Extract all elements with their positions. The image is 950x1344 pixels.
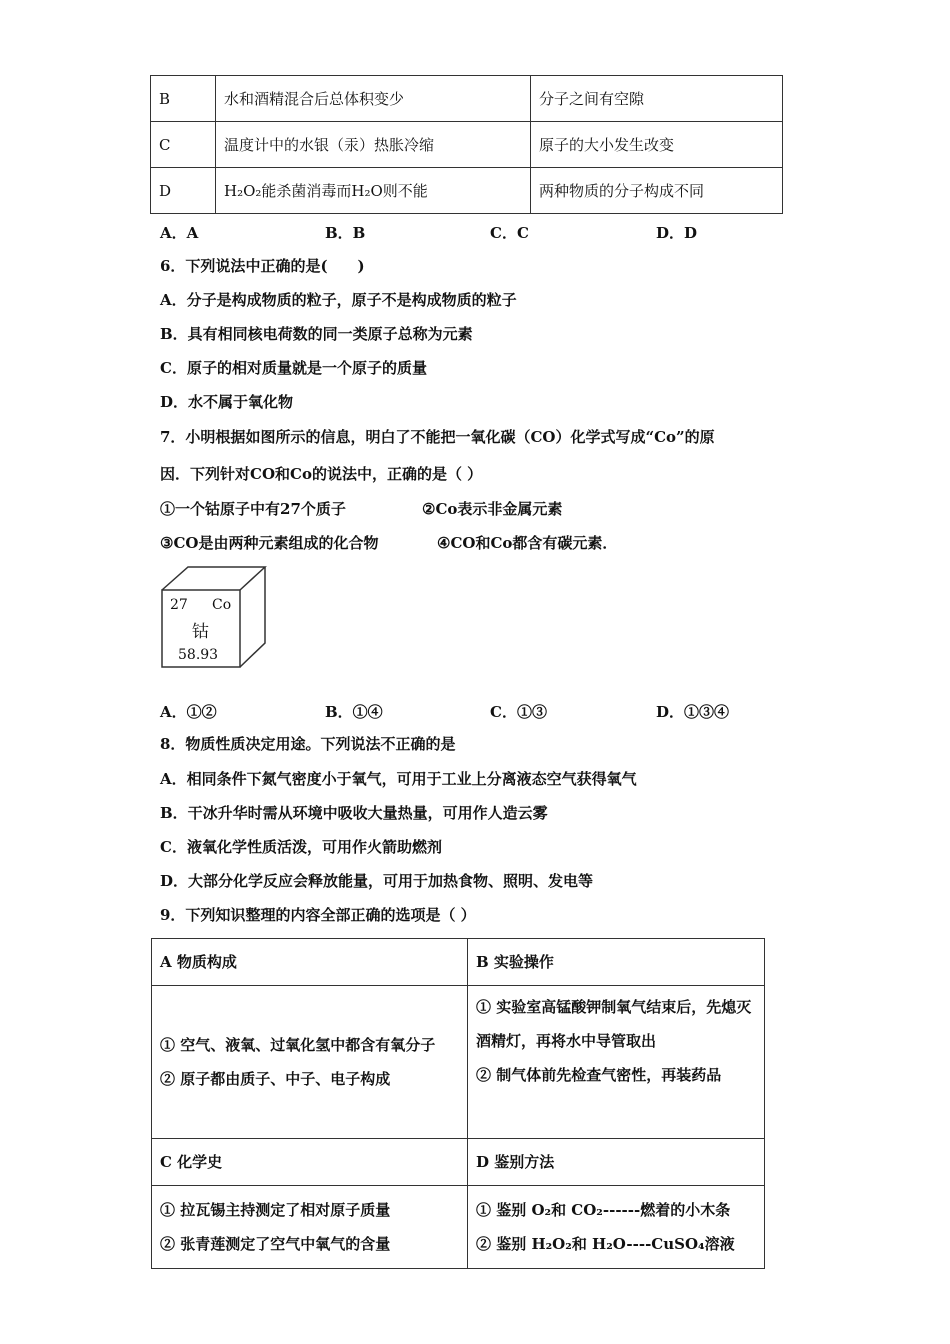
q7-stem: 因．下列针对CO和Co的说法中，正确的是（ ） [160, 465, 483, 483]
option-b: B．①④ [325, 703, 383, 721]
table-row [152, 1186, 765, 1269]
table-row [152, 939, 765, 986]
q6-option: B．具有相同核电荷数的同一类原子总称为元素 [160, 325, 473, 343]
table-row [152, 1139, 765, 1186]
q8-option: B．干冰升华时需从环境中吸收大量热量，可用作人造云雾 [160, 804, 548, 822]
q6-stem: 6．下列说法中正确的是( ) [160, 257, 365, 275]
phenomenon-cell: H₂O₂能杀菌消毒而H₂O则不能 [216, 168, 531, 214]
element-symbol: Co [212, 597, 232, 613]
cell-item: ② 张青莲测定了空气中氧气的含量 [160, 1235, 391, 1253]
option-c: C．C [490, 224, 529, 242]
cell-item: ① 拉瓦锡主持测定了相对原子质量 [160, 1201, 391, 1219]
row-label: B [151, 76, 216, 122]
option-d: D．①③④ [656, 703, 730, 721]
phenomenon-cell: 水和酒精混合后总体积变少 [216, 76, 531, 122]
cell-title: D 鉴别方法 [468, 1139, 765, 1186]
cell-body [468, 1186, 765, 1269]
cell-title: A 物质构成 [152, 939, 468, 986]
q8-option: A．相同条件下氮气密度小于氧气，可用于工业上分离液态空气获得氧气 [160, 770, 637, 788]
option-b: B．B [325, 224, 366, 242]
cell-item: ① 实验室高锰酸钾制氧气结束后，先熄灭酒精灯，再将水中导管取出 [476, 998, 752, 1050]
q8-option: C．液氧化学性质活泼，可用作火箭助燃剂 [160, 838, 442, 856]
cell-item: ① 空气、液氧、过氧化氢中都含有氧分子 [160, 1036, 436, 1054]
cell-body [468, 986, 765, 1139]
q9-stem: 9．下列知识整理的内容全部正确的选项是（ ） [160, 906, 476, 924]
option-a: A．①② [160, 703, 217, 721]
explanation-cell: 两种物质的分子构成不同 [531, 168, 783, 214]
cobalt-element-cube [160, 565, 268, 669]
table-row [152, 986, 765, 1139]
q7-statement: ②Co表示非金属元素 [422, 500, 563, 518]
cell-body [152, 1186, 468, 1269]
explanation-cell: 分子之间有空隙 [531, 76, 783, 122]
q7-statement: ③CO是由两种元素组成的化合物 [160, 534, 379, 552]
table-row [151, 168, 783, 214]
q7-stem: 7．小明根据如图所示的信息，明白了不能把一氧化碳（CO）化学式写成“Co”的原 [160, 428, 715, 446]
cell-item: ② 制气体前先检查气密性，再装药品 [476, 1066, 722, 1084]
cell-item: ② 原子都由质子、中子、电子构成 [160, 1070, 391, 1088]
table-row [151, 122, 783, 168]
q5-table [150, 75, 783, 214]
explanation-cell: 原子的大小发生改变 [531, 122, 783, 168]
row-label: C [151, 122, 216, 168]
q8-stem: 8．物质性质决定用途。下列说法不正确的是 [160, 735, 456, 753]
q7-statement: ①一个钴原子中有27个质子 [160, 500, 346, 518]
phenomenon-cell: 温度计中的水银（汞）热胀冷缩 [216, 122, 531, 168]
option-c: C．①③ [490, 703, 547, 721]
cell-body [152, 986, 468, 1139]
cell-item: ① 鉴别 O₂和 CO₂------燃着的小木条 [476, 1201, 731, 1219]
cell-title: B 实验操作 [468, 939, 765, 986]
atomic-number: 27 [170, 597, 188, 613]
q6-option: C．原子的相对质量就是一个原子的质量 [160, 359, 427, 377]
q9-table [151, 938, 765, 1269]
row-label: D [151, 168, 216, 214]
atomic-mass: 58.93 [178, 647, 219, 663]
option-d: D．D [656, 224, 698, 242]
table-row [151, 76, 783, 122]
option-a: A．A [160, 224, 199, 242]
q6-option: D．水不属于氧化物 [160, 393, 294, 411]
q8-option: D．大部分化学反应会释放能量，可用于加热食物、照明、发电等 [160, 872, 594, 890]
cell-title: C 化学史 [152, 1139, 468, 1186]
cell-item: ② 鉴别 H₂O₂和 H₂O----CuSO₄溶液 [476, 1235, 735, 1253]
element-name: 钴 [192, 622, 209, 642]
q6-option: A．分子是构成物质的粒子，原子不是构成物质的粒子 [160, 291, 517, 309]
q7-statement: ④CO和Co都含有碳元素． [437, 534, 618, 552]
